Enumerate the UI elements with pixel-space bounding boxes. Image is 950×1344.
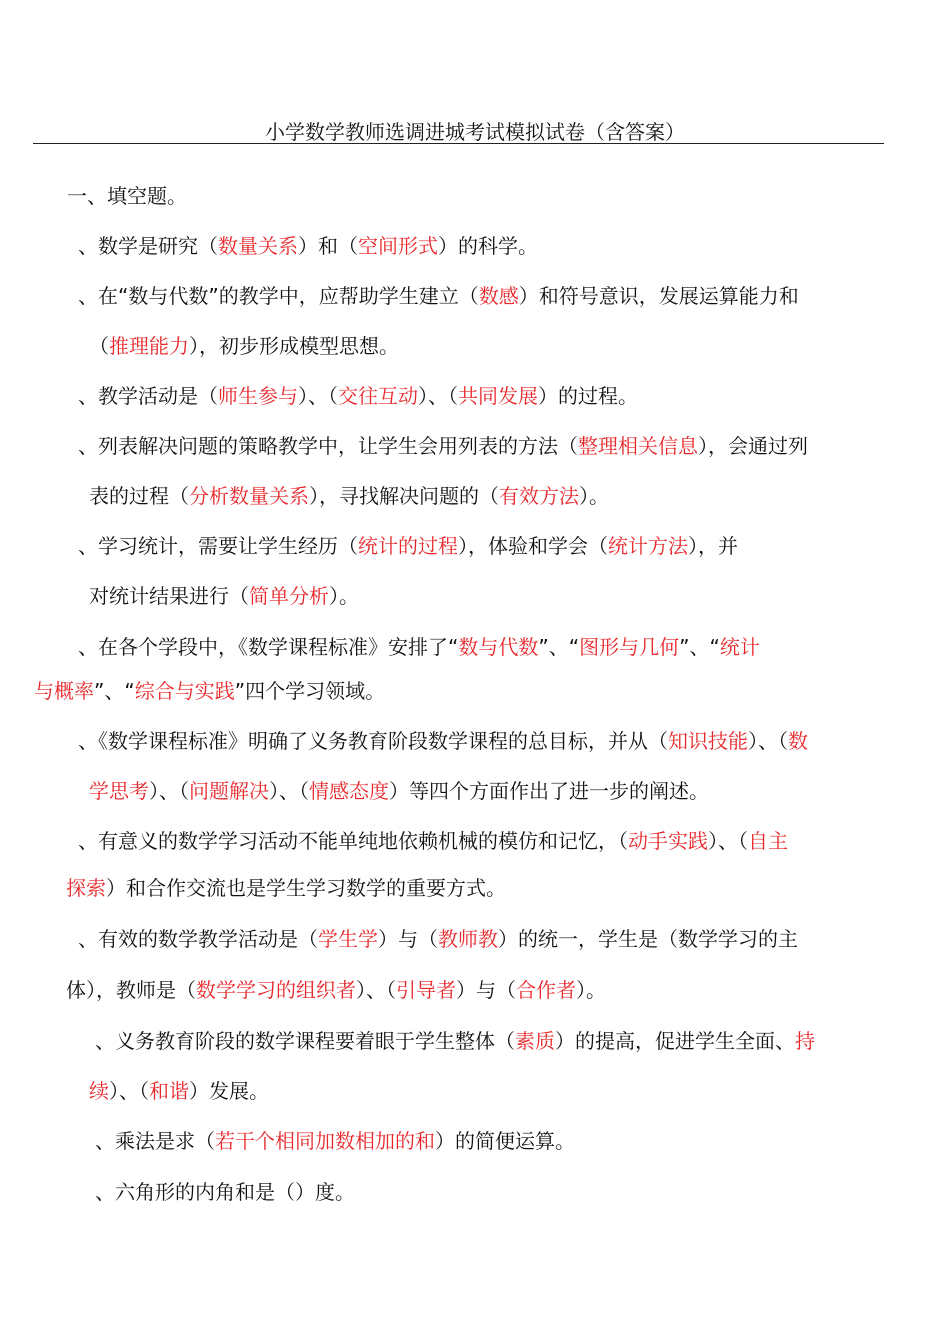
answer-text: 动手实践 — [628, 829, 708, 853]
answer-text: 分析数量关系 — [189, 484, 309, 508]
question-line — [66, 976, 606, 1004]
question-text: ）、（ — [298, 384, 338, 408]
question-line — [89, 1077, 269, 1105]
answer-text: 数与代数 — [458, 635, 539, 659]
question-text: ）发展。 — [189, 1079, 269, 1103]
question-line — [89, 582, 359, 610]
answer-text: 统计方法 — [608, 534, 688, 558]
question-text: ）和合作交流也是学生学习数学的重要方式。 — [106, 876, 506, 900]
answer-text: 探索 — [66, 876, 106, 900]
answer-text: 数量关系 — [218, 234, 298, 258]
question-text: ）、（ — [356, 978, 396, 1002]
question-text: ）的提高，促进学生全面、 — [555, 1029, 795, 1053]
answer-text: 数学学习的组织者 — [196, 978, 356, 1002]
answer-text: 和谐 — [149, 1079, 189, 1103]
question-line — [95, 1027, 815, 1055]
question-text: 、在“数与代数”的教学中，应帮助学生建立（ — [78, 284, 479, 308]
answer-text: 有效方法 — [499, 484, 579, 508]
answer-text: 合作者 — [516, 978, 576, 1002]
answer-text: 自主 — [748, 829, 788, 853]
question-text: 对统计结果进行（ — [89, 584, 249, 608]
answer-text: 统计的过程 — [358, 534, 458, 558]
answer-text: 续 — [89, 1079, 109, 1103]
question-line — [78, 532, 738, 560]
question-text: ）的过程。 — [538, 384, 638, 408]
question-text: ）的科学。 — [438, 234, 538, 258]
answer-text: 师生参与 — [218, 384, 298, 408]
question-text: 、有意义的数学学习活动不能单纯地依赖机械的模仿和记忆，（ — [78, 829, 628, 853]
question-line — [78, 432, 808, 460]
question-text: ）、（ — [418, 384, 458, 408]
question-text: ）和符号意识，发展运算能力和 — [518, 284, 799, 308]
question-text: 、《数学课程标准》明确了义务教育阶段数学课程的总目标，并从（ — [78, 729, 668, 753]
question-text: 、六角形的内角和是（）度。 — [95, 1180, 355, 1204]
question-text: ）与（ — [378, 927, 438, 951]
question-line — [66, 874, 506, 902]
question-text: 、有效的数学教学活动是（ — [78, 927, 318, 951]
answer-text: 学思考 — [89, 779, 149, 803]
question-line — [78, 925, 798, 953]
question-text: ）、（ — [149, 779, 189, 803]
question-text: ）。 — [329, 584, 359, 608]
question-text: 体），教师是（ — [66, 978, 196, 1002]
title-underline — [33, 143, 884, 144]
question-text: ）、（ — [269, 779, 309, 803]
question-text: ），寻找解决问题的（ — [309, 484, 499, 508]
question-line — [78, 827, 788, 855]
question-text: 、数学是研究（ — [78, 234, 218, 258]
question-text: ）与（ — [456, 978, 516, 1002]
answer-text: 空间形式 — [358, 234, 438, 258]
answer-text: 统计 — [719, 635, 760, 659]
question-line — [34, 677, 385, 705]
answer-text: 若干个相同加数相加的和 — [215, 1129, 435, 1153]
answer-text: 推理能力 — [109, 334, 189, 358]
question-text: （ — [89, 334, 109, 358]
answer-text: 交往互动 — [338, 384, 418, 408]
answer-text: 情感态度 — [309, 779, 389, 803]
question-text: ）和（ — [298, 234, 358, 258]
question-line — [89, 332, 399, 360]
answer-text: 持 — [795, 1029, 815, 1053]
answer-text: 数感 — [478, 284, 519, 308]
question-text: ）、（ — [748, 729, 788, 753]
question-text: ），并 — [688, 534, 738, 558]
answer-text: 引导者 — [396, 978, 456, 1002]
question-text: 表的过程（ — [89, 484, 189, 508]
answer-text: 与概率 — [34, 679, 94, 703]
answer-text: 综合与实践 — [134, 679, 235, 703]
question-text: ），会通过列 — [698, 434, 808, 458]
question-text: ”、“ — [679, 635, 720, 659]
answer-text: 素质 — [515, 1029, 555, 1053]
question-line — [78, 282, 799, 310]
question-text: 、列表解决问题的策略教学中，让学生会用列表的方法（ — [78, 434, 578, 458]
question-text: ）等四个方面作出了进一步的阐述。 — [389, 779, 709, 803]
answer-text: 教师教 — [438, 927, 498, 951]
question-text: 、教学活动是（ — [78, 384, 218, 408]
question-text: ）的统一，学生是（数学学习的主 — [498, 927, 798, 951]
answer-text: 共同发展 — [458, 384, 538, 408]
question-text: ”、“ — [538, 635, 580, 659]
question-text: 一、填空题。 — [67, 184, 187, 208]
question-text: 、义务教育阶段的数学课程要着眼于学生整体（ — [95, 1029, 515, 1053]
question-line — [78, 727, 808, 755]
question-text: ），初步形成模型思想。 — [189, 334, 399, 358]
answer-text: 知识技能 — [668, 729, 748, 753]
answer-text: 图形与几何 — [579, 635, 680, 659]
question-text: ”、“ — [94, 679, 135, 703]
question-text: ）。 — [576, 978, 606, 1002]
question-text: ）、（ — [708, 829, 748, 853]
answer-text: 问题解决 — [189, 779, 269, 803]
question-text: ）的简便运算。 — [435, 1129, 575, 1153]
question-text: ），体验和学会（ — [458, 534, 608, 558]
question-line — [95, 1178, 355, 1206]
question-text: 、在各个学段中，《数学课程标准》安排了“ — [78, 635, 459, 659]
question-line — [78, 633, 760, 661]
question-text: ）。 — [579, 484, 609, 508]
question-line — [89, 482, 609, 510]
answer-text: 学生学 — [318, 927, 378, 951]
question-text: ”四个学习领域。 — [234, 679, 386, 703]
answer-text: 数 — [788, 729, 808, 753]
answer-text: 简单分析 — [249, 584, 329, 608]
question-text: 、学习统计，需要让学生经历（ — [78, 534, 358, 558]
question-text: ）、（ — [109, 1079, 149, 1103]
question-line — [78, 382, 638, 410]
question-text: 、乘法是求（ — [95, 1129, 215, 1153]
question-line — [78, 232, 538, 260]
question-line — [89, 777, 709, 805]
section-heading — [67, 182, 187, 210]
answer-text: 整理相关信息 — [578, 434, 698, 458]
document-title: 小学数学教师选调进城考试模拟试卷（含答案） — [265, 120, 685, 144]
question-line — [95, 1127, 575, 1155]
